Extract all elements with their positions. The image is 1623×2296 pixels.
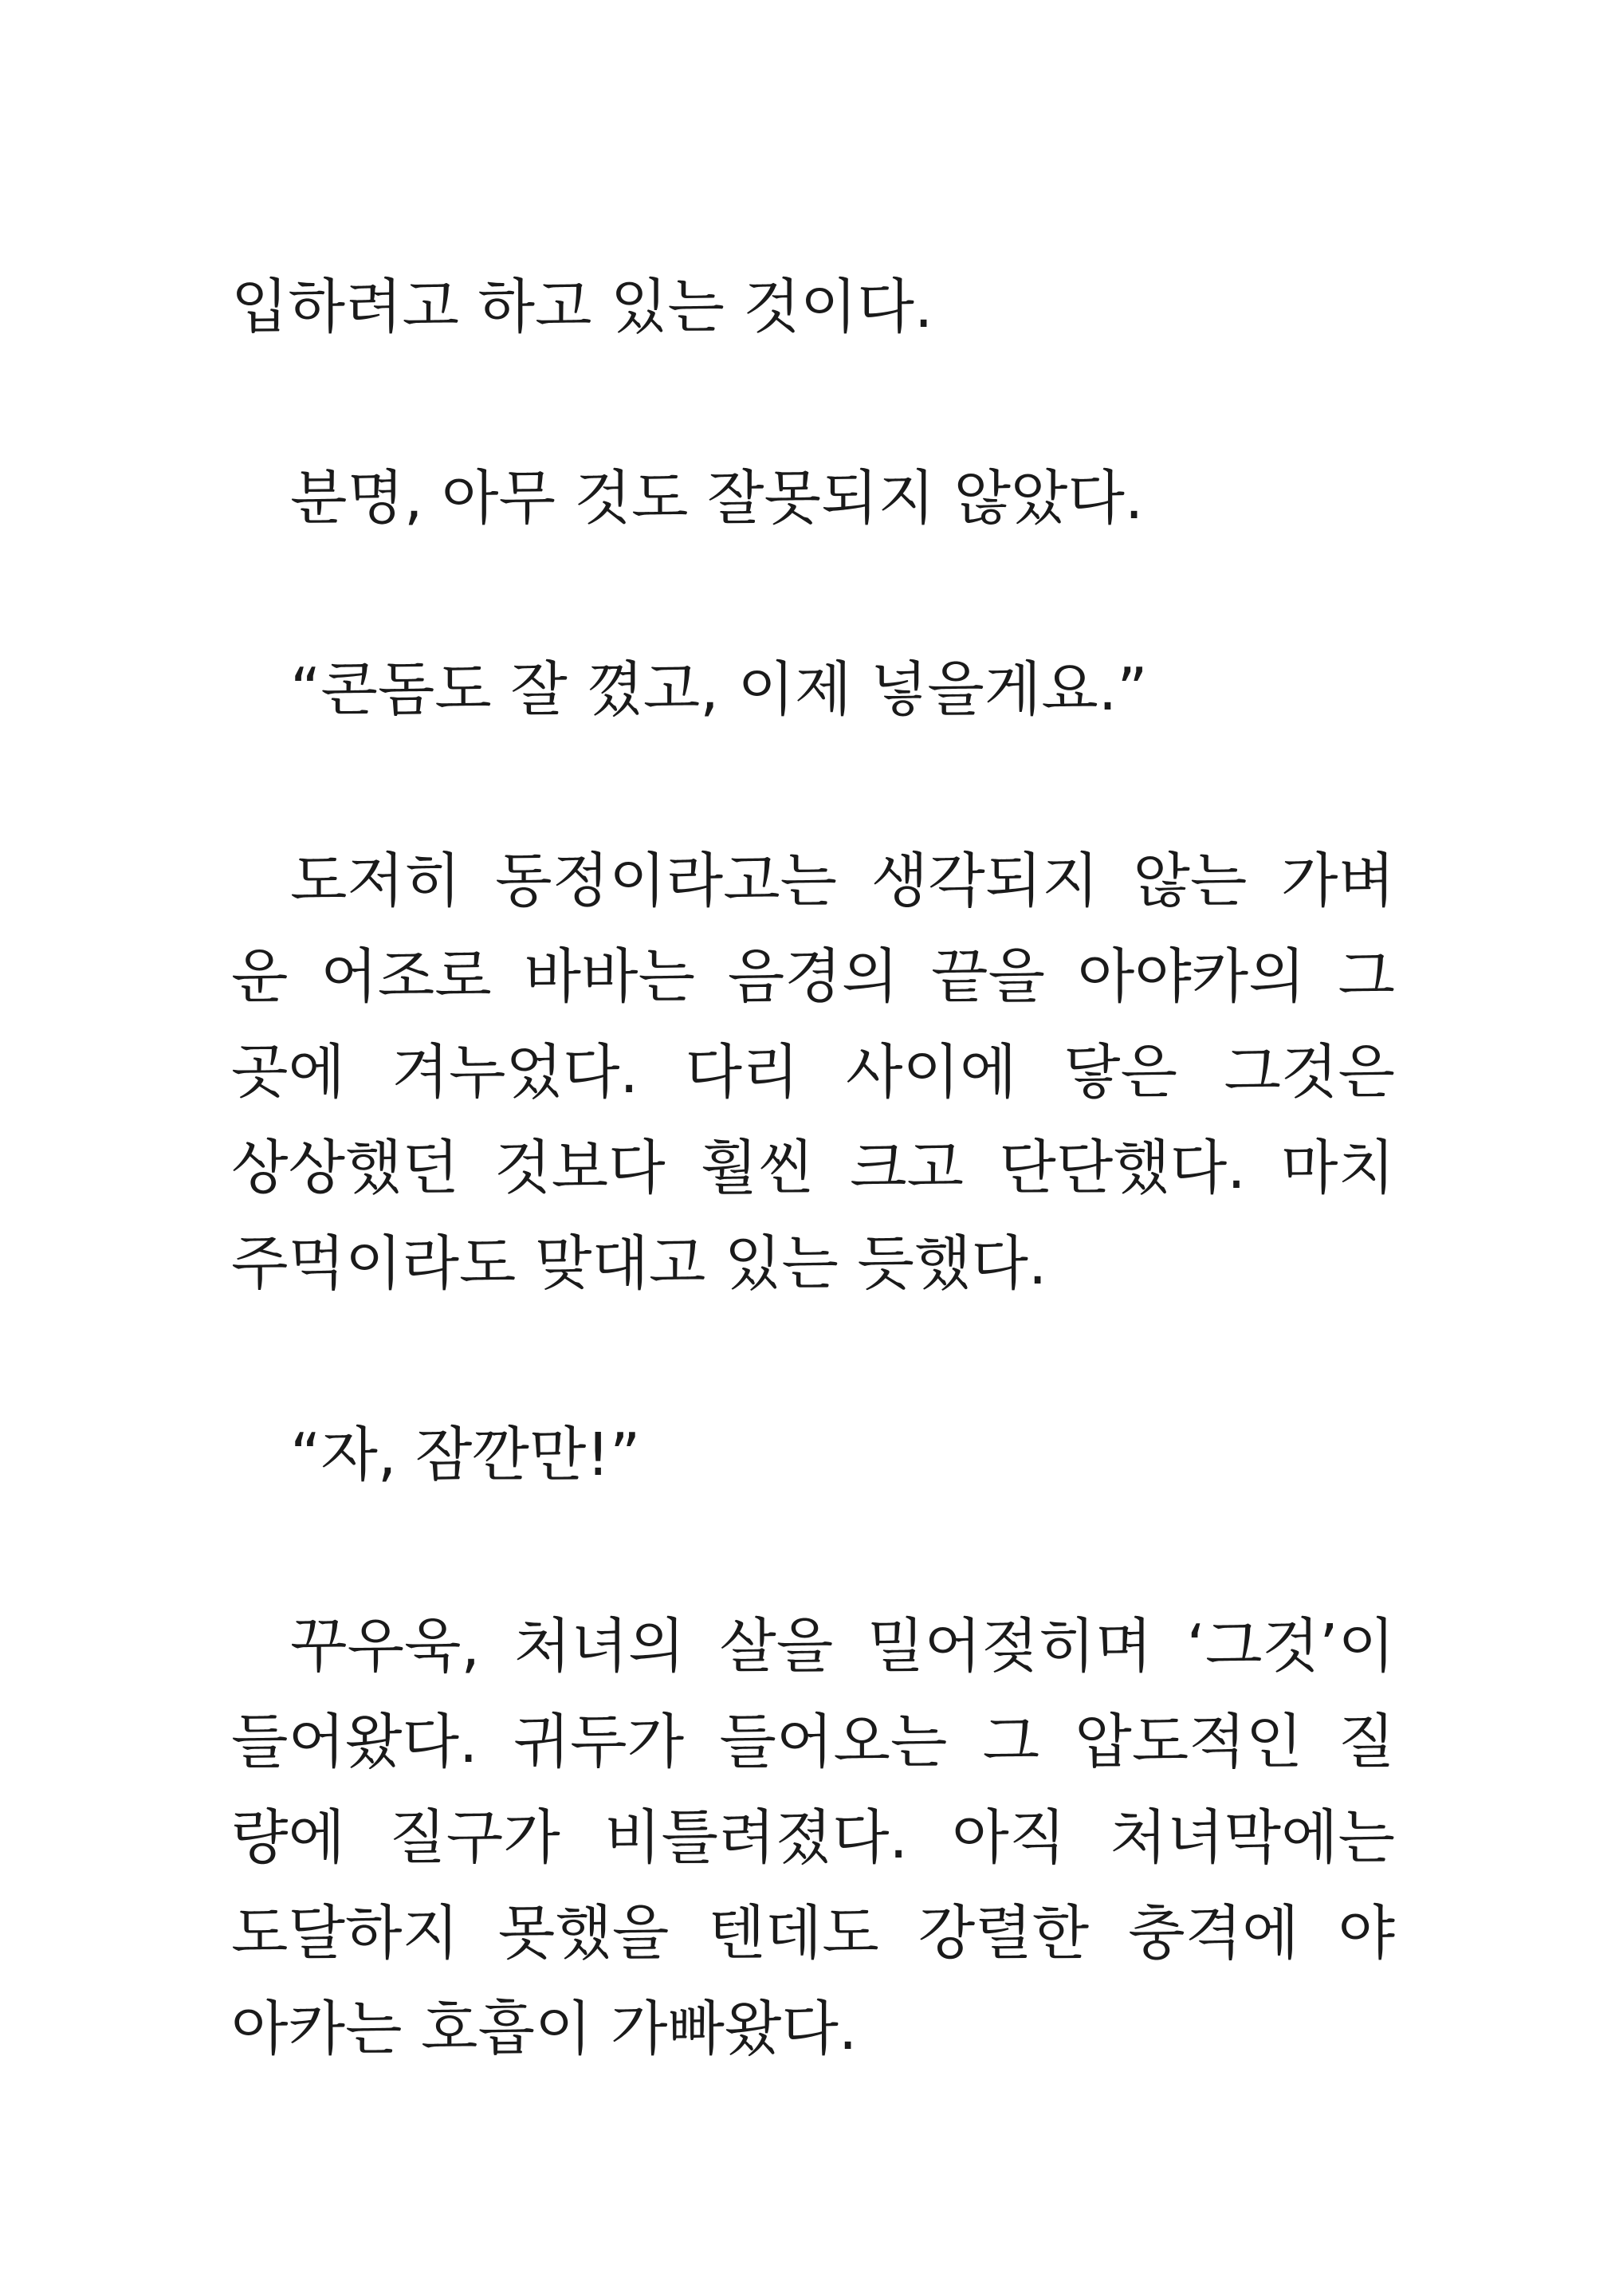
word: ‘그것’이 [1186,1612,1395,1681]
word: 밀어젖히며 [867,1612,1153,1681]
word: 처녀막에는 [1110,1803,1395,1872]
word: 도저히 [290,847,462,915]
word: 도달하지 [231,1899,459,1968]
word: 처녀의 [513,1612,686,1681]
paragraph-line [231,833,1395,929]
word: 훨씬 [700,1134,815,1202]
paragraph-line [231,1885,1395,1981]
paragraph-line [231,1598,1395,1694]
word: 강렬한 [918,1899,1090,1968]
word: 닿은 [1063,1038,1177,1107]
word: 들어오는 [719,1708,948,1776]
word: 않는 [1133,847,1248,915]
word: 아직 [952,1803,1067,1872]
word: 질 [1338,1708,1395,1776]
paragraph-line [231,1694,1395,1790]
word: 그 [1338,942,1395,1011]
word: 크고 [850,1134,965,1202]
word: 살을 [719,1612,834,1681]
word: 겨누었다. [391,1038,639,1107]
word: 귀두가 [513,1708,685,1776]
paragraph-line [231,1790,1395,1885]
dialogue-line: “자, 잠깐만!” [290,1421,641,1489]
word: 꾸우욱, [290,1612,480,1681]
word: 그 [982,1708,1040,1776]
word: 바바는 [524,942,695,1011]
word: 가벼 [1281,847,1395,915]
word: 사이에 [846,1038,1017,1107]
paragraph-line: 분명, 아무 것도 잘못되지 않았다. [290,464,1144,533]
word: 어조로 [320,942,492,1011]
word: 못했을 [497,1899,670,1968]
word: 생각되지 [870,847,1099,915]
dialogue-line: “콘돔도 잘 꼈고, 이제 넣을게요.” [290,655,1148,724]
word: 충격에 [1128,1899,1299,1968]
paragraph-line [231,1120,1395,1216]
paragraph-line: 아카는 호흡이 가빠왔다. [231,1995,858,2063]
paragraph-line [231,1024,1395,1120]
word: 야 [1338,1899,1395,1968]
word: 그것은 [1224,1038,1395,1107]
paragraph-line: 입하려고 하고 있는 것이다. [231,273,933,341]
word: 것보다 [494,1134,666,1202]
word: 량에 [231,1803,345,1872]
word: 비틀려졌다. [604,1803,908,1872]
word: 상상했던 [231,1134,459,1202]
word: 마치 [1280,1134,1395,1202]
word: 끝을 [930,942,1045,1011]
word: 음경의 [727,942,899,1011]
word: 다리 [685,1038,800,1107]
paragraph-line [231,929,1395,1024]
word: 운 [231,942,289,1011]
word: 아야카의 [1077,942,1306,1011]
word: 단단했다. [999,1134,1246,1202]
word: 압도적인 [1075,1708,1303,1776]
word: 들어왔다. [231,1708,478,1776]
word: 곳에 [231,1038,345,1107]
paragraph-line: 주먹이라도 맞대고 있는 듯했다. [231,1229,1047,1298]
word: 동정이라고는 [495,847,838,915]
word: 질구가 [389,1803,560,1872]
word: 텐데도 [708,1899,879,1968]
